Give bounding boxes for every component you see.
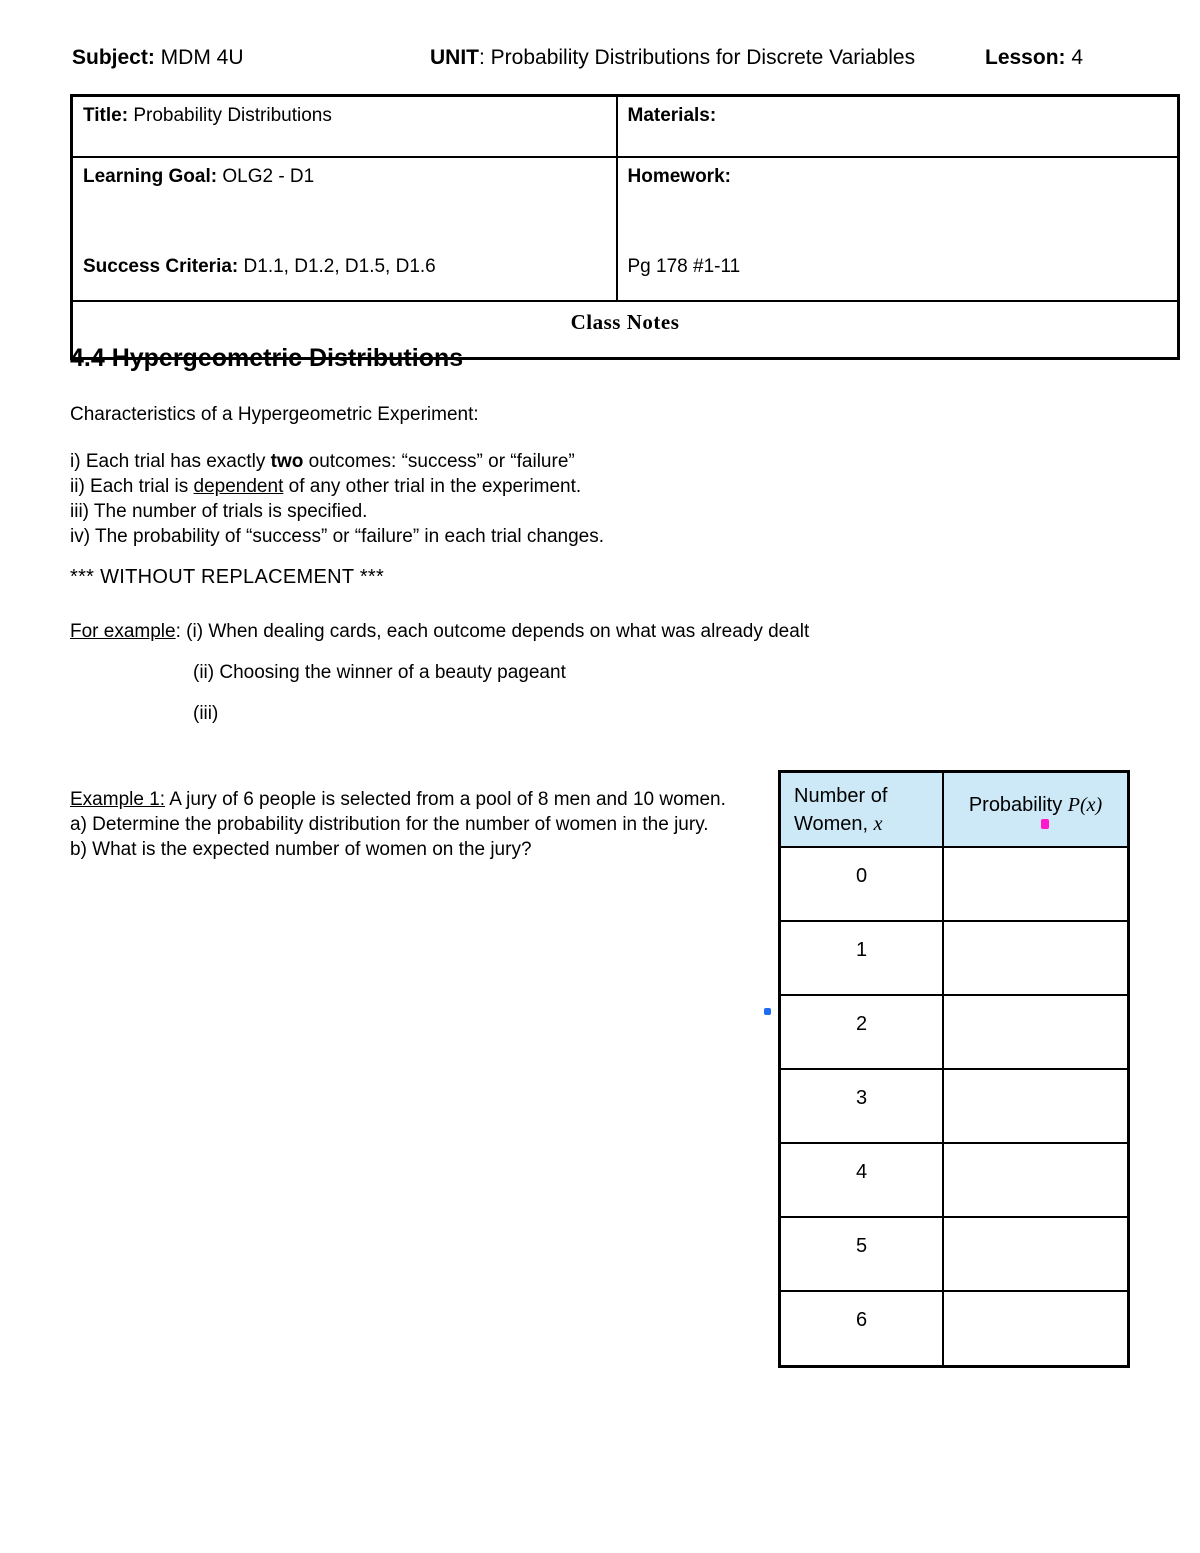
- success-criteria-label: Success Criteria:: [83, 256, 239, 277]
- unit-label: UNIT: [430, 46, 479, 69]
- materials-label: Materials:: [627, 105, 717, 126]
- table-row: [781, 1218, 1127, 1292]
- table-row: [781, 848, 1127, 922]
- x-value-cell: 1: [781, 922, 944, 994]
- subject-value: MDM 4U: [154, 46, 244, 69]
- class-notes-title: Class Notes: [570, 310, 680, 334]
- learning-goal-value: OLG2 - D1: [217, 166, 315, 187]
- for-example-label: For example: [70, 621, 176, 642]
- example1-block: [70, 787, 770, 862]
- dependent-emphasis: dependent: [193, 476, 284, 497]
- table-row: [781, 1292, 1127, 1365]
- prob-table-header-row: [781, 773, 1127, 848]
- x-value-cell: 5: [781, 1218, 944, 1290]
- px-variable: P(x): [1067, 794, 1103, 816]
- probability-blank-cell: [944, 1144, 1127, 1216]
- characteristic-item-iii: iii) The number of trials is specified.: [70, 501, 368, 522]
- unit-value: : Probability Distributions for Discrete Variables: [479, 46, 916, 69]
- pink-pen-mark: [1041, 819, 1049, 829]
- for-example-line-ii: (ii) Choosing the winner of a beauty pageant: [193, 662, 566, 683]
- title-cell: [72, 96, 617, 158]
- probability-table: [778, 770, 1130, 1368]
- page-header: [72, 46, 1182, 72]
- header-number-of-women: Number of Women, x: [781, 773, 944, 846]
- characteristic-item-i: i) Each trial has exactly two outcomes: “success” or “failure”: [70, 451, 575, 472]
- homework-label: Homework:: [627, 166, 731, 187]
- section-heading: 4.4 Hypergeometric Distributions: [70, 344, 464, 372]
- probability-blank-cell: [944, 996, 1127, 1068]
- learning-goal-label: Learning Goal:: [83, 166, 218, 187]
- table-row: [781, 1070, 1127, 1144]
- success-criteria-line: [83, 256, 606, 278]
- characteristics-intro: Characteristics of a Hypergeometric Experiment:: [70, 404, 479, 425]
- table-row: [781, 996, 1127, 1070]
- goals-cell: [72, 157, 617, 301]
- probability-blank-cell: [944, 1218, 1127, 1290]
- header-probability: Probability P(x): [968, 794, 1103, 816]
- learning-goal-line: [83, 166, 606, 188]
- blue-pen-mark: [764, 1008, 771, 1015]
- success-criteria-value: D1.1, D1.2, D1.5, D1.6: [238, 256, 436, 277]
- example1-statement: Example 1: A jury of 6 people is selected from a pool of 8 men and 10 women.: [70, 789, 726, 810]
- example1-label: Example 1:: [70, 789, 166, 810]
- materials-cell: [617, 96, 1179, 158]
- two-emphasis: two: [270, 451, 304, 472]
- unit-line: [430, 46, 915, 70]
- x-value-cell: 2: [781, 996, 944, 1068]
- x-value-cell: 3: [781, 1070, 944, 1142]
- example1-part-b: b) What is the expected number of women on the jury?: [70, 839, 532, 860]
- lesson-info-table: [70, 94, 1180, 360]
- homework-value-line: Pg 178 #1-11: [627, 256, 741, 277]
- characteristic-item-iv: iv) The probability of “success” or “failure” in each trial changes.: [70, 526, 604, 547]
- characteristics-list: [70, 449, 604, 549]
- without-replacement-note: *** WITHOUT REPLACEMENT ***: [70, 566, 385, 588]
- title-label: Title:: [83, 105, 129, 126]
- probability-blank-cell: [944, 922, 1127, 994]
- subject-line: [72, 46, 244, 70]
- x-value-cell: 0: [781, 848, 944, 920]
- for-example-line-i: For example: (i) When dealing cards, each outcome depends on what was already dealt: [70, 621, 810, 642]
- homework-label-line: [628, 166, 1168, 188]
- x-value-cell: 6: [781, 1292, 944, 1365]
- characteristic-item-ii: ii) Each trial is dependent of any other trial in the experiment.: [70, 476, 582, 497]
- lesson-line: [985, 46, 1083, 70]
- probability-blank-cell: [944, 848, 1127, 920]
- table-row: [781, 922, 1127, 996]
- table-row: [781, 1144, 1127, 1218]
- example1-part-a: a) Determine the probability distribution for the number of women in the jury.: [70, 814, 709, 835]
- title-value: Probability Distributions: [128, 105, 332, 126]
- x-variable: x: [873, 813, 883, 835]
- x-value-cell: 4: [781, 1144, 944, 1216]
- probability-blank-cell: [944, 1292, 1127, 1365]
- lesson-label: Lesson:: [985, 46, 1066, 69]
- lesson-value: 4: [1065, 46, 1084, 69]
- for-example-line-iii: (iii): [193, 703, 219, 724]
- homework-cell: [617, 157, 1179, 301]
- probability-blank-cell: [944, 1070, 1127, 1142]
- subject-label: Subject:: [72, 46, 155, 69]
